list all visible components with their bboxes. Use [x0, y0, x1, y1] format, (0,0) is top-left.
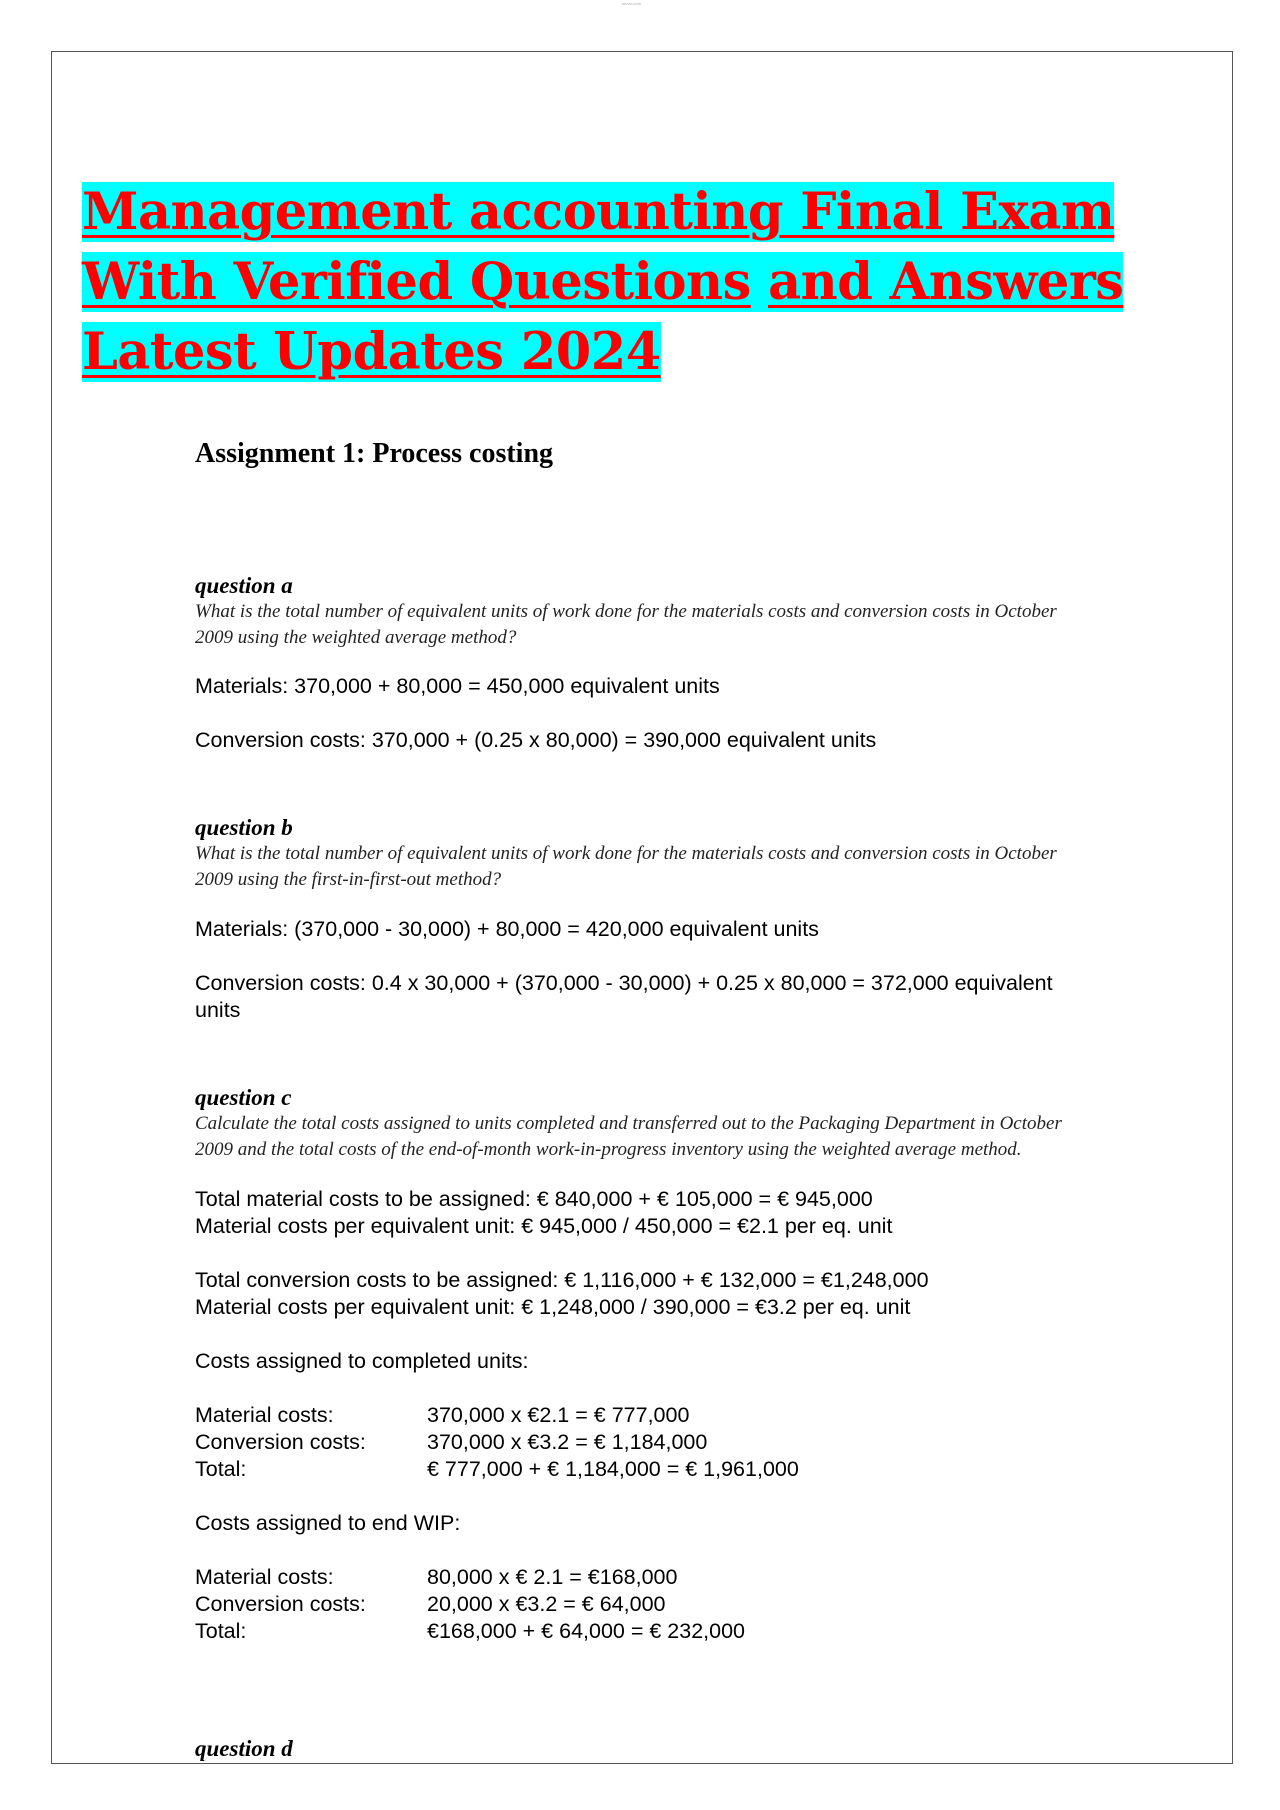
question-d-label: question d	[195, 1736, 293, 1761]
title-line-2b: and Answers	[768, 252, 1124, 312]
row-label: Material costs:	[195, 1403, 334, 1427]
question-c-text: Calculate the total costs assigned to units completed and transferred out to the Packaging Department in October 2009 and the total costs of the end-of-month work-in-progress inventory using the weighted average method.	[195, 1113, 1062, 1160]
row-label: Conversion costs:	[195, 1430, 366, 1454]
question-c-line-2: Material costs per equivalent unit: € 945,000 / 450,000 = €2.1 per eq. unit	[195, 1214, 893, 1238]
title-line-1: Management accounting Final Exam	[82, 182, 1115, 242]
completed-material-row	[195, 1402, 689, 1429]
row-value: 80,000 x € 2.1 = €168,000	[427, 1565, 678, 1589]
wip-total-row	[195, 1618, 745, 1645]
question-c-line-1: Total material costs to be assigned: € 840,000 + € 105,000 = € 945,000	[195, 1187, 873, 1211]
row-label: Material costs:	[195, 1565, 334, 1589]
question-a-label: question a	[195, 573, 293, 598]
title-line-3: Latest Updates 2024	[82, 322, 661, 382]
row-value: €168,000 + € 64,000 = € 232,000	[427, 1619, 746, 1643]
wip-conversion-row	[195, 1591, 666, 1618]
wip-material-row	[195, 1564, 677, 1591]
completed-conversion-row	[195, 1429, 707, 1456]
row-label: Total:	[195, 1619, 247, 1643]
document-page	[51, 51, 1233, 1764]
assignment-title: Assignment 1: Process costing	[195, 438, 554, 469]
end-wip-heading: Costs assigned to end WIP:	[195, 1511, 461, 1535]
document-title	[82, 177, 1123, 387]
question-b-label: question b	[195, 815, 293, 840]
completed-total-row	[195, 1456, 799, 1483]
row-label: Conversion costs:	[195, 1592, 366, 1616]
row-value: € 777,000 + € 1,184,000 = € 1,961,000	[427, 1457, 799, 1481]
title-line-2a: With Verified Questions	[82, 252, 751, 312]
question-a-answer-1: Materials: 370,000 + 80,000 = 450,000 equivalent units	[195, 674, 720, 698]
question-c-line-3: Total conversion costs to be assigned: € 1,116,000 + € 132,000 = €1,248,000	[195, 1268, 929, 1292]
completed-units-heading: Costs assigned to completed units:	[195, 1349, 529, 1373]
header-stamp: stuvia.com	[622, 1, 642, 6]
row-value: 370,000 x €3.2 = € 1,184,000	[427, 1430, 708, 1454]
question-b-answer-1: Materials: (370,000 - 30,000) + 80,000 = 420,000 equivalent units	[195, 917, 819, 941]
question-a-text: What is the total number of equivalent units of work done for the materials costs and conversion costs in October 2009 using the weighted average method?	[195, 601, 1057, 648]
question-c-label: question c	[195, 1085, 292, 1110]
row-value: 370,000 x €2.1 = € 777,000	[427, 1403, 690, 1427]
row-label: Total:	[195, 1457, 247, 1481]
question-b-text: What is the total number of equivalent units of work done for the materials costs and conversion costs in October 2009 using the first-in-first-out method?	[195, 843, 1057, 890]
question-a-answer-2: Conversion costs: 370,000 + (0.25 x 80,000) = 390,000 equivalent units	[195, 728, 877, 752]
row-value: 20,000 x €3.2 = € 64,000	[427, 1592, 666, 1616]
question-c-line-4: Material costs per equivalent unit: € 1,248,000 / 390,000 = €3.2 per eq. unit	[195, 1295, 911, 1319]
question-b-answer-2: Conversion costs: 0.4 x 30,000 + (370,000 - 30,000) + 0.25 x 80,000 = 372,000 equivalent units	[195, 971, 1053, 1022]
